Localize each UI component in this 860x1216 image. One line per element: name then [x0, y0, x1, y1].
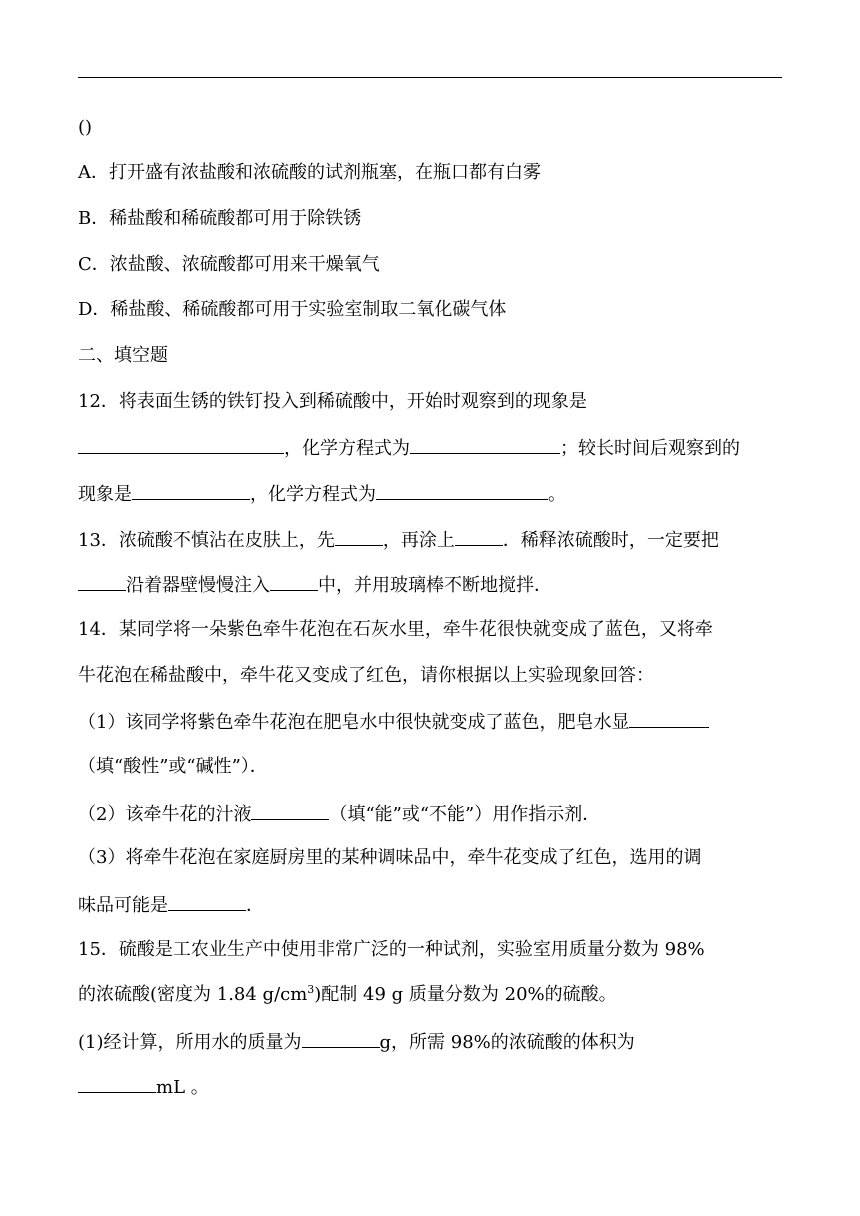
q12-line-1: 12．将表面生锈的铁钉投入到稀硫酸中，开始时观察到的现象是 — [78, 391, 587, 412]
answer-blank[interactable] — [251, 801, 329, 820]
q13-line-1: 13．浓硫酸不慎沾在皮肤上，先 ，再涂上 ．稀释浓硫酸时，一定要把 — [78, 527, 782, 553]
section-heading: 二、填空题 — [78, 345, 168, 366]
q14-part-1: （1）该同学将紫色牵牛花泡在肥皂水中很快就变成了蓝色，肥皂水显 — [78, 709, 782, 735]
answer-blank[interactable] — [270, 572, 318, 591]
q14-part-3-line-1: （3）将牵牛花泡在家庭厨房里的某种调味品中，牵牛花变成了红色，选用的调 — [78, 847, 702, 868]
answer-blank[interactable] — [629, 709, 709, 728]
q12-line-2: ，化学方程式为 ；较长时间后观察到的 — [78, 435, 782, 461]
q14-part-3-line-2: 味品可能是 ． — [78, 892, 782, 918]
answer-blank[interactable] — [302, 1029, 380, 1048]
q12-line-3: 现象是 ，化学方程式为 。 — [78, 481, 782, 507]
option-c: C．浓盐酸、浓硫酸都可用来干燥氧气 — [78, 254, 380, 275]
answer-blank[interactable] — [78, 435, 284, 454]
answer-blank[interactable] — [455, 527, 503, 546]
q15-line-2: 的浓硫酸(密度为 1.84 $g/cm^3$)配制 49 g 质量分数为 20%的硫酸。 — [78, 983, 617, 1005]
option-a: A．打开盛有浓盐酸和浓硫酸的试剂瓶塞，在瓶口都有白雾 — [78, 162, 541, 183]
q14-line-1: 14．某同学将一朵紫色牵牛花泡在石灰水里，牵牛花很快就变成了蓝色，又将牵 — [78, 619, 713, 640]
header-rule — [78, 77, 782, 78]
q15-line-1: 15．硫酸是工农业生产中使用非常广泛的一种试剂，实验室用质量分数为 98% — [78, 939, 705, 960]
q14-line-2: 牛花泡在稀盐酸中，牵牛花又变成了红色，请你根据以上实验现象回答： — [78, 665, 654, 686]
answer-blank[interactable] — [132, 481, 250, 500]
q15-part-1-line-1: (1)经计算，所用水的质量为 g，所需 98%的浓硫酸的体积为 — [78, 1029, 782, 1055]
q14-part-1-hint: （填“酸性”或“碱性”）． — [78, 756, 268, 777]
q15-part-1-line-2: mL 。 — [78, 1074, 782, 1100]
q14-part-2: （2）该牵牛花的汁液 （填“能”或“不能”）用作指示剂． — [78, 801, 782, 827]
option-b: B．稀盐酸和稀硫酸都可用于除铁锈 — [78, 208, 362, 229]
answer-blank[interactable] — [410, 435, 560, 454]
option-d: D．稀盐酸、稀硫酸都可用于实验室制取二氧化碳气体 — [78, 299, 507, 320]
answer-blank[interactable] — [78, 1074, 156, 1093]
question-paren: () — [78, 117, 93, 138]
q13-line-2: 沿着器壁慢慢注入 中，并用玻璃棒不断地搅拌． — [78, 572, 782, 598]
answer-blank[interactable] — [168, 892, 246, 911]
answer-blank[interactable] — [335, 527, 383, 546]
answer-blank[interactable] — [78, 572, 126, 591]
answer-blank[interactable] — [376, 481, 548, 500]
